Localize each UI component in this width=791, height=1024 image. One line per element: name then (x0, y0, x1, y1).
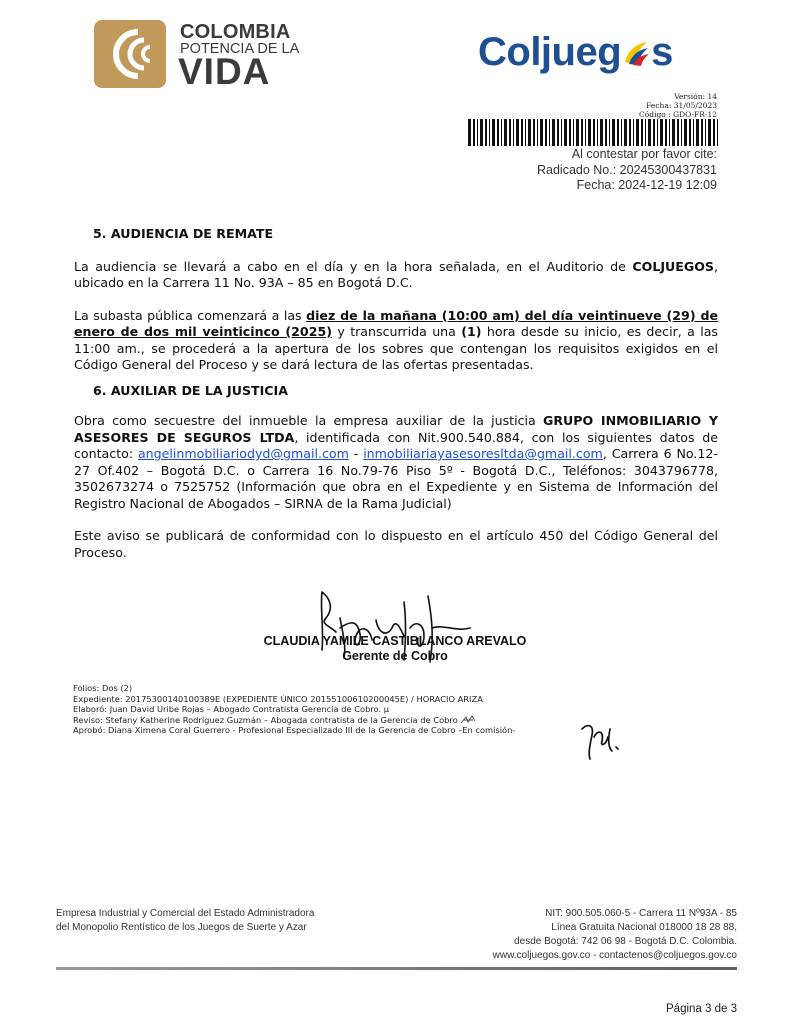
barcode-bar (497, 119, 499, 146)
footer-toll-free: Línea Gratuita Nacional 018000 18 28 88, (551, 922, 737, 933)
barcode-bar (621, 119, 622, 146)
colombia-logo-line3: VIDA (178, 51, 271, 92)
expediente-line: Expediente: 20175300140100389E (EXPEDIENTE ÚNICO 20155100610200045E) / HORACIO ARIZA (73, 693, 483, 704)
section-5-paragraph-1 (74, 259, 718, 292)
colombia-logo-line1: COLOMBIA (180, 21, 291, 43)
text-run: , identificada con Nit.900.540.884, con los siguientes datos de contacto: (74, 429, 718, 461)
barcode-bar (552, 119, 555, 146)
hour-count-bold: (1) (461, 324, 482, 339)
barcode-bar (633, 119, 634, 146)
aprobo-line: Aprobó: Diana Ximena Coral Guerrero - Profesional Especializado III de la Gerencia de Cobro –En comisión- (73, 725, 516, 736)
barcode-bar (612, 119, 615, 146)
barcode-bar (641, 119, 643, 146)
barcode-bar (588, 119, 591, 146)
barcode-bar (672, 119, 675, 146)
barcode-bar (684, 119, 687, 146)
text-run: La audiencia se llevará a cabo en el día y en la hora señalada, en el Auditorio de (74, 258, 633, 274)
signer-title: Gerente de Cobro (342, 649, 448, 663)
barcode-bar (657, 119, 658, 146)
coljuegos-flag-icon (622, 38, 650, 68)
colombia-logo-line2: POTENCIA DE LA (180, 41, 300, 57)
barcode-bar (585, 119, 586, 146)
cite-label: Al contestar por favor cite: (571, 147, 717, 161)
barcode-bar (473, 119, 475, 146)
document-version-block (639, 92, 717, 119)
barcode-bar (540, 119, 543, 146)
closing-paragraph: Este aviso se publicará de conformidad con lo dispuesto en el artículo 450 del Código General del Proceso. (74, 528, 718, 560)
barcode-bar (705, 119, 706, 146)
barcode-bar (593, 119, 595, 146)
barcode-bar (477, 119, 478, 146)
barcode-bar (696, 119, 699, 146)
text-run: Obra como secuestre del inmueble la empresa auxiliar de la justicia (74, 413, 544, 428)
signer-name: CLAUDIA YAMILE CASTIBLANCO AREVALO (263, 634, 527, 648)
barcode-bar (689, 119, 691, 146)
version-date: Fecha: 31/05/2023 (646, 101, 717, 110)
footer-bogota-phone: desde Bogotá: 742 06 98 - Bogotá D.C. Colombia. (514, 936, 737, 947)
barcode-bar (564, 119, 567, 146)
barcode-bar (513, 119, 514, 146)
barcode-bar (545, 119, 547, 146)
barcode-bar (717, 119, 718, 146)
barcode-bar (525, 119, 526, 146)
barcode-bar (485, 119, 487, 146)
barcode-bar (648, 119, 651, 146)
elaboro-line: Elaboró: Juan David Uribe Rojas – Abogado Contratista Gerencia de Cobro. μ (73, 704, 390, 715)
text-run: , ubicado en la Carrera 11 No. 93A – 85 en Bogotá D.C. (74, 258, 718, 290)
barcode-bar (561, 119, 562, 146)
footer-web-email: www.coljuegos.gov.co - contactenos@coljuegos.gov.co (492, 950, 737, 961)
barcode-bar (573, 119, 574, 146)
barcode-bar (480, 119, 483, 146)
barcode-bar (713, 119, 715, 146)
barcode-bar (576, 119, 579, 146)
barcode-bar (600, 119, 603, 146)
barcode-bar (665, 119, 667, 146)
colombia-potencia-de-la-vida-logo (94, 20, 300, 92)
barcode-bar (624, 119, 627, 146)
coljuegos-bold: COLJUEGOS (632, 258, 714, 274)
barcode-bar (605, 119, 607, 146)
barcode-bar (489, 119, 490, 146)
barcode-bar (636, 119, 639, 146)
barcode-bar (504, 119, 507, 146)
footer-nit-address: NIT: 900.505.060-5 - Carrera 11 Nº93A - 85 (545, 908, 737, 919)
barcode-bar (629, 119, 631, 146)
barcode-bar (617, 119, 619, 146)
section-5-heading: 5. AUDIENCIA DE REMATE (93, 226, 274, 241)
barcode-bar (653, 119, 655, 146)
text-run: hora desde su inicio, es decir, a las 11:00 am., se procederá a la apertura de los sobres que contengan los requisitos exigidos en el Código General del Proceso y se dará lectura de las ofertas presentadas. (74, 324, 718, 372)
footer-company-description (56, 907, 314, 935)
footer-contact-info (493, 907, 737, 963)
colombia-logo-mark-icon (94, 20, 166, 88)
barcode-bar (669, 119, 670, 146)
barcode (468, 119, 718, 146)
barcode-bar (557, 119, 559, 146)
document-code: Código : GDO-FR-12 (639, 110, 717, 119)
barcode-bar (609, 119, 610, 146)
section-6-heading: 6. AUXILIAR DE LA JUSTICIA (93, 382, 288, 398)
section-5-paragraph-2 (74, 308, 718, 374)
text-run: , Carrera 6 No.12-27 Of.402 – Bogotá D.C. o Carrera 16 No.79-76 Piso 5º - Bogotá D.C., Teléfonos: 3043796778, 3502673274 o 7525752 (Información que obra en el Expediente y en Sistema de Información del Registro Nacional de Abogados – SIRNA de la Rama Judicial) (74, 446, 718, 511)
barcode-bar (537, 119, 538, 146)
barcode-bar (549, 119, 550, 146)
auction-date-highlight: diez de la mañana (10:00 am) del día veintinueve (29) de enero de dos mil veinticinco (2025) (74, 307, 719, 339)
reviso-line (73, 715, 515, 726)
handwritten-initials (578, 715, 623, 763)
barcode-bar (569, 119, 571, 146)
email-link-2[interactable]: inmobiliariayasesoresltda@gmail.com (363, 446, 603, 461)
signer-block (200, 634, 590, 664)
barcode-bar (660, 119, 663, 146)
document-body (74, 226, 718, 561)
section-6-paragraph-1 (74, 413, 718, 512)
barcode-bar (645, 119, 646, 146)
text-run: - (348, 446, 364, 461)
coljuegos-logo-text-end: s (651, 30, 673, 74)
coljuegos-logo-text: Coljueg (478, 30, 622, 74)
footer-left-line1: Empresa Industrial y Comercial del Estado Administradora (56, 908, 315, 919)
barcode-bar (581, 119, 583, 146)
footer-left-line2: del Monopolio Rentístico de los Juegos de Suerte y Azar (56, 922, 307, 933)
barcode-bar (509, 119, 511, 146)
barcode-bar (492, 119, 495, 146)
citation-block (537, 147, 717, 194)
document-metadata-block (73, 683, 515, 736)
coljuegos-logo (478, 30, 718, 80)
barcode-bar (528, 119, 531, 146)
version-number: Versión: 14 (674, 92, 717, 101)
barcode-bar (468, 119, 471, 146)
reviso-initials-icon (460, 715, 476, 725)
barcode-bar (597, 119, 598, 146)
barcode-bar (516, 119, 519, 146)
barcode-bar (677, 119, 679, 146)
barcode-bar (693, 119, 694, 146)
footer-divider (56, 967, 737, 970)
barcode-bar (533, 119, 535, 146)
barcode-bar (501, 119, 502, 146)
barcode-bar (708, 119, 711, 146)
reviso-text: Reviso: Stefany Katherine Rodríguez Guzmán – Abogada contratista de la Gerencia de Cobro (73, 714, 458, 725)
company-name-bold: GRUPO INMOBILIARIO Y ASESORES DE SEGUROS LTDA (74, 413, 718, 445)
barcode-bar (681, 119, 682, 146)
folios-count: Folios: Dos (2) (73, 683, 133, 693)
radicado-date: Fecha: 2024-12-19 12:09 (576, 178, 717, 192)
text-run: y transcurrida una (331, 324, 462, 339)
barcode-bar (701, 119, 703, 146)
radicado-number: Radicado No.: 20245300437831 (536, 162, 717, 177)
page-number: Página 3 de 3 (666, 1003, 737, 1015)
email-link-1[interactable]: angelinmobiliariodyd@gmail.com (137, 446, 349, 461)
barcode-bar (521, 119, 523, 146)
text-run: La subasta pública comenzará a las (74, 307, 307, 323)
